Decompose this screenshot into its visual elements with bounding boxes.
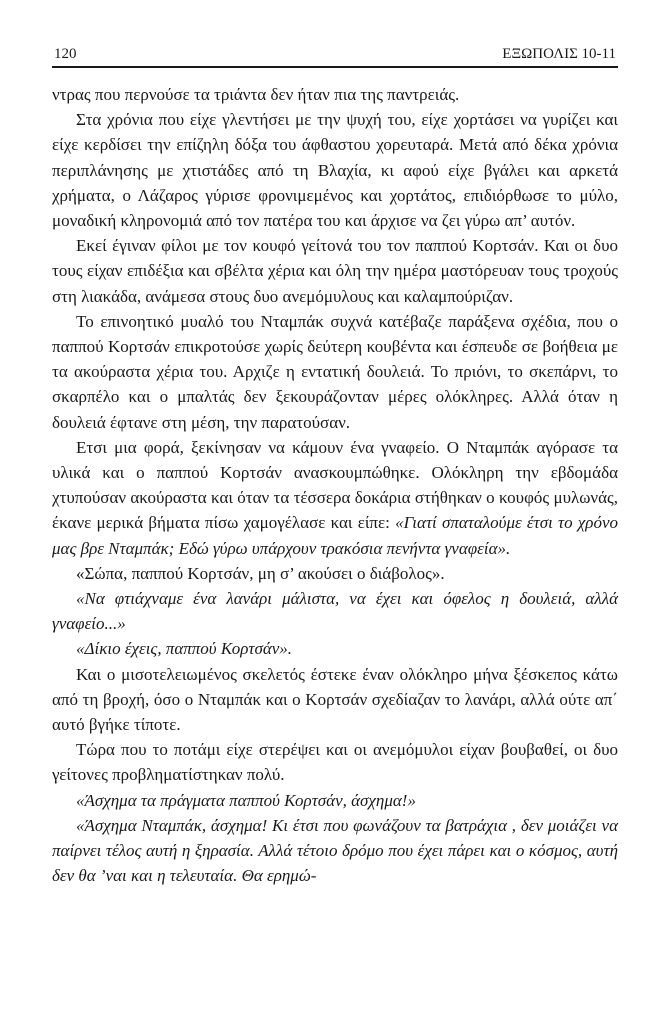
paragraph-6: «Να φτιάχναμε ένα λανάρι μάλιστα, να έχει και όφελος η δουλειά, αλλά γναφείο...» — [52, 589, 618, 634]
paragraph-4: Ετσι μια φορά, ξεκίνησαν να κάμουν ένα γναφείο. Ο Νταμπάκ αγόρασε τα υλικά και ο παππού Κορτσάν ανασκουμπώθηκε. Ολόκληρη την εβδομάδα χτυπούσαν ακούραστα και όταν τα τέσσερα δοκάρια στήθηκαν ο κουφός μυλωνάς, έκανε μερικά βήματα πίσω χαμογέλασε και είπε: «Γιατί σπαταλούμε έτσι το χρόνο μας βρε Νταμπάκ; Εδώ γύρω υπάρχουν τρακόσια πενήντα γναφεία». — [52, 437, 618, 558]
book-page — [52, 46, 618, 889]
paragraph-4-quote: «Γιατί σπαταλούμε έτσι το χρόνο μας βρε Νταμπάκ; Εδώ γύρω υπάρχουν τρακόσια πενήντα γναφεία». — [52, 513, 618, 558]
paragraph-0: ντρας που περνούσε τα τριάντα δεν ήταν πια της παντρειάς. — [52, 85, 460, 104]
page-number: 120 — [54, 46, 77, 62]
paragraph-5: «Σώπα, παππού Κορτσάν, μη σ’ ακούσει ο διάβολος». — [76, 563, 445, 583]
paragraph-1: Στα χρόνια που είχε γλεντήσει με την ψυχή του, είχε χορτάσει να γυρίζει και είχε κερδίσει την επίζηλη δόξα του άφθαστου χορευταρά. Μετά από δέκα χρόνια περιπλάνησης με χτιστάδες από τη Βλαχία, κι αφού είχε βγάλει και αρκετά χρήματα, ο Λάζαρος γύρισε φρονιμεμένος και χορτάτος, επιδιόρθωσε το μύλο, μοναδική κληρονομιά από τον πατέρα του και άρχισε να ζει γύρω απ’ αυτόν. — [52, 110, 618, 231]
running-title: ΕΞΩΠΟΛΙΣ 10-11 — [502, 46, 616, 62]
paragraph-8: Και ο μισοτελειωμένος σκελετός έστεκε έναν ολόκληρο μήνα ξέσκεπος κάτω από τη βροχή, όσο ο Νταμπάκ και ο Κορτσάν σχεδίαζαν το λανάρι, αλλά ούτε απ΄ αυτό βγήκε τίποτε. — [52, 664, 618, 735]
paragraph-3: Το επινοητικό μυαλό του Νταμπάκ συχνά κατέβαζε παράξενα σχέδια, που ο παππού Κορτσάν επικροτούσε χωρίς δεύτερη κουβέντα και έσπευδε σε βοήθεια με τα ακούραστα χέρια του. Αρχιζε η εντατική δουλειά. Το πριόνι, το σκεπάρνι, το σκαρπέλο και ο μπαλτάς δεν ξεκουράζονταν μέρες ολόκληρες. Αλλά όταν η δουλειά έφτανε στη μέση, την παρατούσαν. — [52, 311, 618, 432]
page-header — [52, 46, 618, 68]
paragraph-7: «Δίκιο έχεις, παππού Κορτσάν». — [76, 639, 293, 659]
paragraph-11: «Άσχημα Νταμπάκ, άσχημα! Κι έτσι που φωνάζουν τα βατράχια , δεν μοιάζει να παίρνει τέλος αυτή η ξηρασία. Αλλά τέτοιο δρόμο που έχει πάρει και ο κόσμος, αυτή δεν θα ’ναι και η τελευταία. Θα ερημώ- — [52, 815, 618, 886]
paragraph-2: Εκεί έγιναν φίλοι με τον κουφό γείτονά του τον παππού Κορτσάν. Και οι δυο τους είχαν επιδέξια και σβέλτα χέρια και όλη την ημέρα μαστόρευαν τους τροχούς στη λιακάδα, ανάμεσα στους δυο ανεμόμυλους και καλαμπούριζαν. — [52, 236, 618, 306]
paragraph-10: «Άσχημα τα πράγματα παππού Κορτσάν, άσχημα!» — [76, 790, 416, 810]
body-text — [52, 82, 618, 889]
paragraph-9: Τώρα που το ποτάμι είχε στερέψει και οι ανεμόμυλοι είχαν βουβαθεί, οι δυο γείτονες προβληματίστηκαν πολύ. — [52, 740, 618, 785]
